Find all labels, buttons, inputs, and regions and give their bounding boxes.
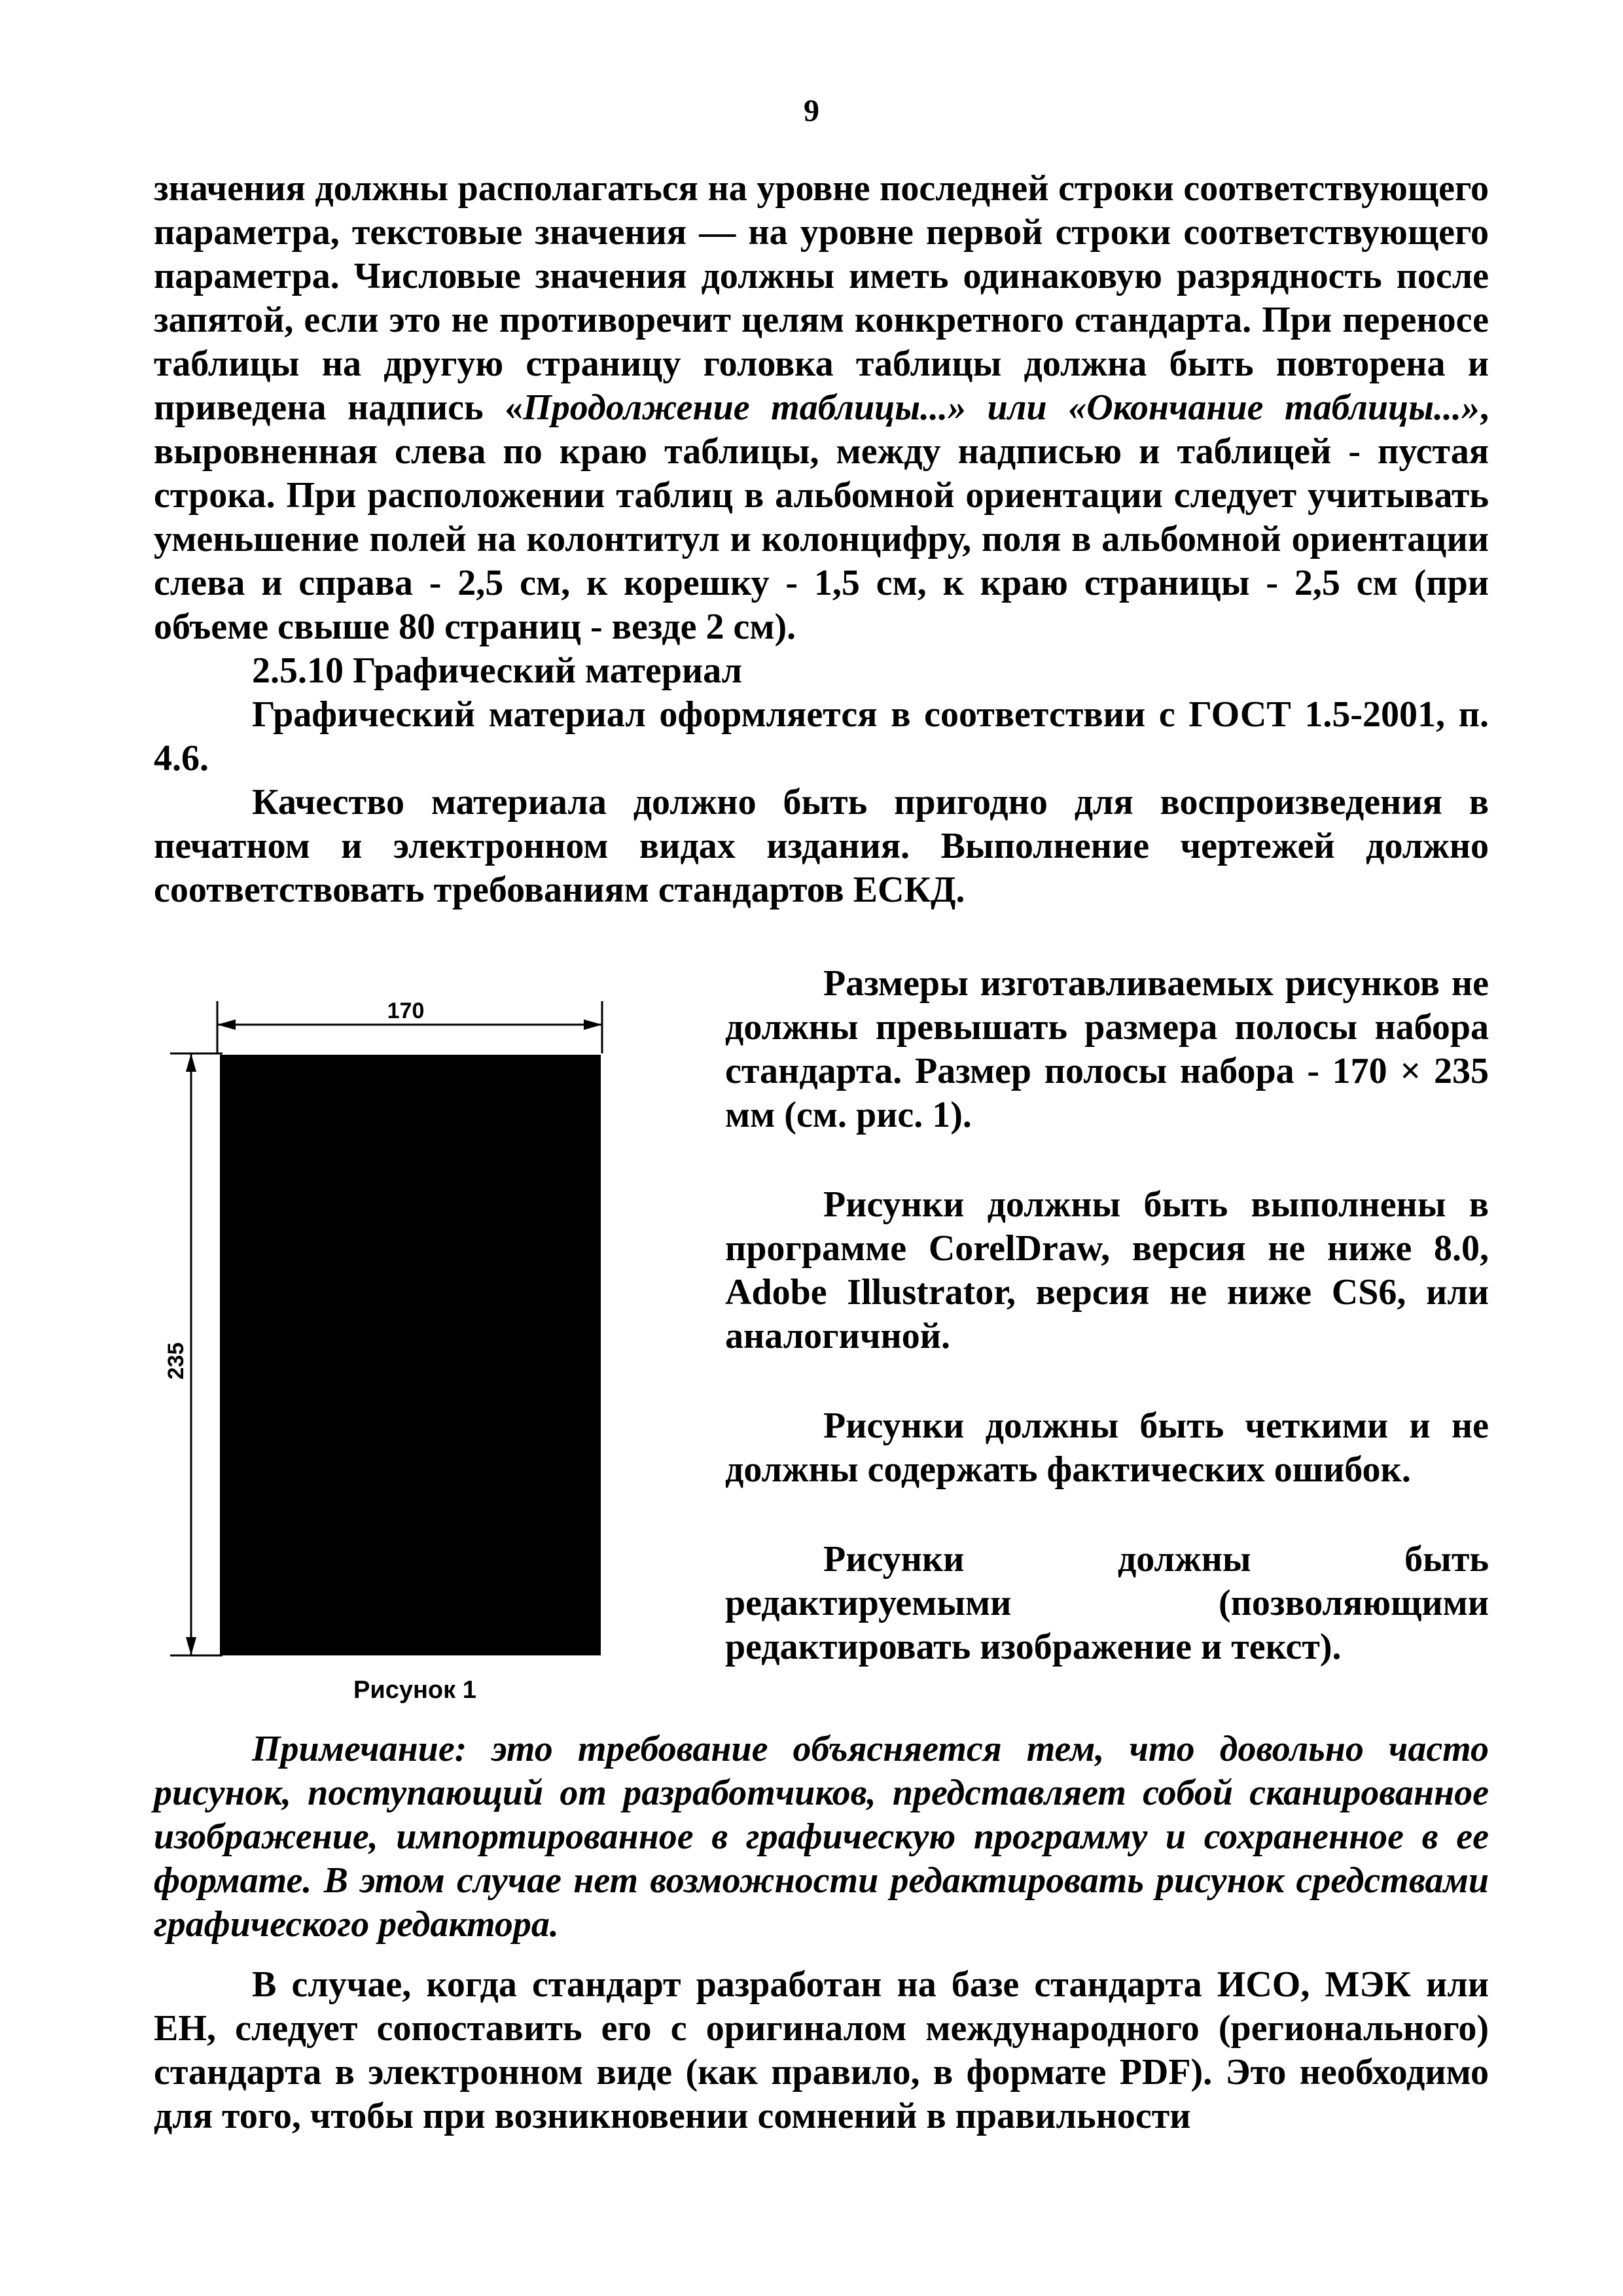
top-text-block [154, 167, 1489, 912]
paragraph-table-rules-part2: , выровненная слева по краю таблицы, между надписью и таблицей - пустая строка. При расположении таблиц в альбомной ориентации следует учитывать уменьшение полей на колонтитул и колонцифру, поля в альбомной ориентации слева и справа - 2,5 см, к корешку - 1,5 см, к краю страницы - 2,5 см (при объеме свыше 80 страниц - везде 2 см). [154, 387, 1489, 647]
height-arrow-top [186, 1053, 196, 1072]
side-paragraph-software: Рисунки должны быть выполнены в программе CorelDraw, версия не ниже 8.0, Adobe Illustrator, версия не ниже CS6, или аналогичной. [725, 1184, 1489, 1356]
page-number: 9 [804, 94, 819, 128]
note-paragraph: Примечание: это требование объясняется тем, что довольно часто рисунок, поступающий от разработчиков, представляет собой сканированное изображение, импортированное в графическую программу и сохраненное в ее формате. В этом случае нет возможности редактировать рисунок средствами графического редактора. [154, 1729, 1489, 1945]
final-paragraph: В случае, когда стандарт разработан на базе стандарта ИСО, МЭК или ЕН, следует сопоставить его с оригиналом международного (регионального) стандарта в электронном виде (как правило, в формате PDF). Это необходимо для того, чтобы при возникновении сомнений в правильности [154, 1964, 1489, 2136]
figure-1-drawing [157, 995, 628, 1714]
width-label: 170 [387, 998, 425, 1023]
figure-side-column [725, 962, 1489, 1715]
paragraph-table-rules [154, 167, 1489, 649]
type-area-rectangle [220, 1055, 601, 1655]
width-arrow-right [584, 1019, 602, 1030]
paragraph-graphic-gost: Графический материал оформляется в соответствии с ГОСТ 1.5-2001, п. 4.6. [154, 694, 1489, 779]
width-arrow-left [217, 1019, 236, 1030]
section-heading: 2.5.10 Графический материал [252, 650, 743, 691]
side-paragraph-size: Размеры изготавливаемых рисунков не должны превышать размера полосы набора стандарта. Размер полосы набора - 170 × 235 мм (см. рис. 1). [725, 963, 1489, 1135]
figure-caption: Рисунок 1 [353, 1676, 476, 1704]
figure-1 [157, 995, 628, 1714]
paragraph-quality: Качество материала должно быть пригодно для воспроизведения в печатном и электронном видах издания. Выполнение чертежей должно соответствовать требованиям стандартов ЕСКД. [154, 782, 1489, 910]
height-label: 235 [164, 1342, 188, 1380]
side-paragraph-clarity: Рисунки должны быть четкими и не должны содержать фактических ошибок. [725, 1405, 1489, 1490]
paragraph-table-rules-italic: Продолжение таблицы...» или «Окончание таблицы...» [523, 387, 1480, 428]
height-arrow-bottom [186, 1637, 196, 1655]
paragraph-table-rules-part1: значения должны располагаться на уровне последней строки соответствующего параметра, текстовые значения — на уровне первой строки соответствующего параметра. Числовые значения должны иметь одинаковую разрядность после запятой, если это не противоречит целям конкретного стандарта. При переносе таблицы на другую страницу головка таблицы должна быть повторена и приведена надпись « [154, 168, 1489, 428]
side-paragraph-editable: Рисунки должны быть редактируемыми (позволяющими редактировать изображение и текст). [725, 1539, 1489, 1667]
